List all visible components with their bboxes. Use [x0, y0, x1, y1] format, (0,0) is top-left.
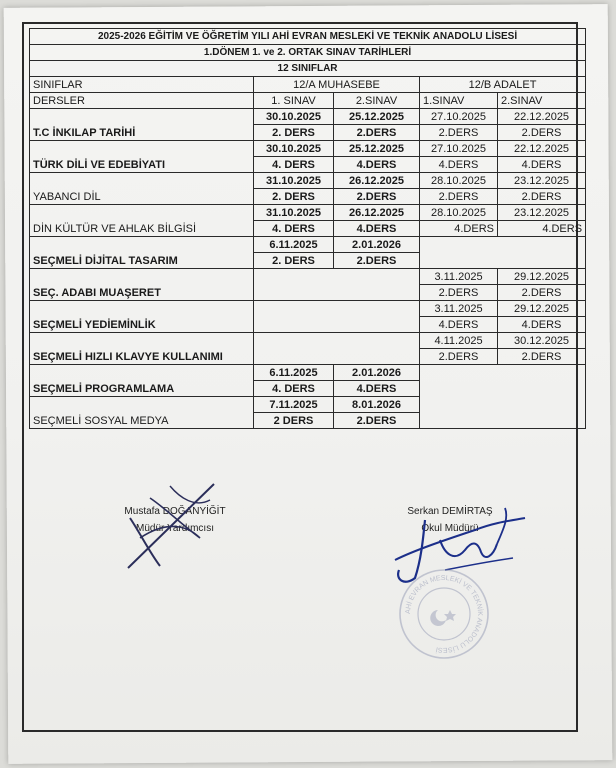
b1-period: 2.DERS	[420, 285, 498, 301]
a2-date: 25.12.2025	[334, 141, 420, 157]
a2-period: 2.DERS	[334, 253, 420, 269]
a1-period: 4. DERS	[254, 221, 334, 237]
empty-cell	[420, 237, 586, 269]
empty-cell	[254, 269, 420, 301]
class-a-header: 12/A MUHASEBE	[254, 77, 420, 93]
lesson-name: SEÇMELİ YEDİEMİNLİK	[30, 301, 254, 333]
lesson-name: SEÇ. ADABI MUAŞERET	[30, 269, 254, 301]
b1-date: 27.10.2025	[420, 109, 498, 125]
a1-period: 2 DERS	[254, 413, 334, 429]
a2-date: 26.12.2025	[334, 173, 420, 189]
a2-period: 4.DERS	[334, 157, 420, 173]
b1-date: 3.11.2025	[420, 269, 498, 285]
a1-date: 30.10.2025	[254, 141, 334, 157]
a1-date: 6.11.2025	[254, 237, 334, 253]
b1-period: 4.DERS	[420, 157, 498, 173]
b1-period: 4.DERS	[420, 317, 498, 333]
a1-period: 4. DERS	[254, 381, 334, 397]
svg-text:AHİ EVRAN MESLEKİ VE TEKNİK AN: AHİ EVRAN MESLEKİ VE TEKNİK ANADOLU LİSESİ	[404, 574, 484, 654]
b1-date: 28.10.2025	[420, 205, 498, 221]
class-a-exam1-header: 1. SINAV	[254, 93, 334, 109]
a1-period: 2. DERS	[254, 125, 334, 141]
a1-date: 6.11.2025	[254, 365, 334, 381]
lesson-name: SEÇMELİ SOSYAL MEDYA	[30, 397, 254, 429]
lesson-name: SEÇMELİ DİJİTAL TASARIM	[30, 237, 254, 269]
signature-left-title: Müdür Yardımcısı	[136, 523, 214, 534]
signature-right-title: Okul Müdürü	[421, 523, 479, 534]
b2-date: 22.12.2025	[498, 141, 586, 157]
a1-period: 4. DERS	[254, 157, 334, 173]
b1-date: 27.10.2025	[420, 141, 498, 157]
a2-period: 4.DERS	[334, 221, 420, 237]
b2-period: 4.DERS	[498, 157, 586, 173]
b1-period: 2.DERS	[420, 189, 498, 205]
a2-period: 2.DERS	[334, 189, 420, 205]
lesson-name: SEÇMELİ HIZLI KLAVYE KULLANIMI	[30, 333, 254, 365]
lesson-name: T.C İNKILAP TARİHİ	[30, 109, 254, 141]
left-signature-scribble	[110, 478, 230, 574]
a1-date: 31.10.2025	[254, 173, 334, 189]
b2-date: 29.12.2025	[498, 269, 586, 285]
b2-period: 4.DERS	[498, 317, 586, 333]
b2-period: 4.DERS	[498, 221, 586, 237]
signature-right-name: Serkan DEMİRTAŞ	[407, 506, 493, 517]
lesson-name: DİN KÜLTÜR VE AHLAK BİLGİSİ	[30, 205, 254, 237]
a2-period: 2.DERS	[334, 413, 420, 429]
b2-period: 2.DERS	[498, 125, 586, 141]
lessons-label: DERSLER	[30, 93, 254, 109]
a2-period: 2.DERS	[334, 125, 420, 141]
class-a-exam2-header: 2.SINAV	[334, 93, 420, 109]
b2-date: 29.12.2025	[498, 301, 586, 317]
b1-date: 28.10.2025	[420, 173, 498, 189]
classes-label: SINIFLAR	[30, 77, 254, 93]
b2-period: 2.DERS	[498, 349, 586, 365]
lesson-name: TÜRK DİLİ VE EDEBİYATI	[30, 141, 254, 173]
class-b-header: 12/B ADALET	[420, 77, 586, 93]
b2-date: 23.12.2025	[498, 205, 586, 221]
empty-cell	[420, 365, 586, 429]
a1-period: 2. DERS	[254, 189, 334, 205]
a2-date: 8.01.2026	[334, 397, 420, 413]
a1-period: 2. DERS	[254, 253, 334, 269]
class-b-exam1-header: 1.SINAV	[420, 93, 498, 109]
b2-date: 30.12.2025	[498, 333, 586, 349]
b2-date: 22.12.2025	[498, 109, 586, 125]
a2-date: 2.01.2026	[334, 237, 420, 253]
a2-period: 4.DERS	[334, 381, 420, 397]
lesson-name: YABANCI DİL	[30, 173, 254, 205]
a1-date: 31.10.2025	[254, 205, 334, 221]
table-title: 2025-2026 EĞİTİM VE ÖĞRETİM YILI AHİ EVRAN MESLEKİ VE TEKNİK ANADOLU LİSESİ	[30, 29, 586, 45]
a1-date: 7.11.2025	[254, 397, 334, 413]
b1-period: 2.DERS	[420, 349, 498, 365]
b1-date: 4.11.2025	[420, 333, 498, 349]
a2-date: 2.01.2026	[334, 365, 420, 381]
table-subtitle: 1.DÖNEM 1. ve 2. ORTAK SINAV TARİHLERİ	[30, 45, 586, 61]
b2-date: 23.12.2025	[498, 173, 586, 189]
b1-date: 3.11.2025	[420, 301, 498, 317]
signature-left-name: Mustafa DOĞANYİĞİT	[124, 506, 226, 517]
b2-period: 2.DERS	[498, 189, 586, 205]
lesson-name: SEÇMELİ PROGRAMLAMA	[30, 365, 254, 397]
a2-date: 25.12.2025	[334, 109, 420, 125]
empty-cell	[254, 333, 420, 365]
class-b-exam2-header: 2.SINAV	[498, 93, 586, 109]
exam-schedule-table	[29, 28, 586, 429]
b2-period: 2.DERS	[498, 285, 586, 301]
a1-date: 30.10.2025	[254, 109, 334, 125]
b1-period: 4.DERS	[420, 221, 498, 237]
empty-cell	[254, 301, 420, 333]
a2-date: 26.12.2025	[334, 205, 420, 221]
grade-label: 12 SINIFLAR	[30, 61, 586, 77]
school-seal-stamp	[396, 566, 492, 662]
b1-period: 2.DERS	[420, 125, 498, 141]
